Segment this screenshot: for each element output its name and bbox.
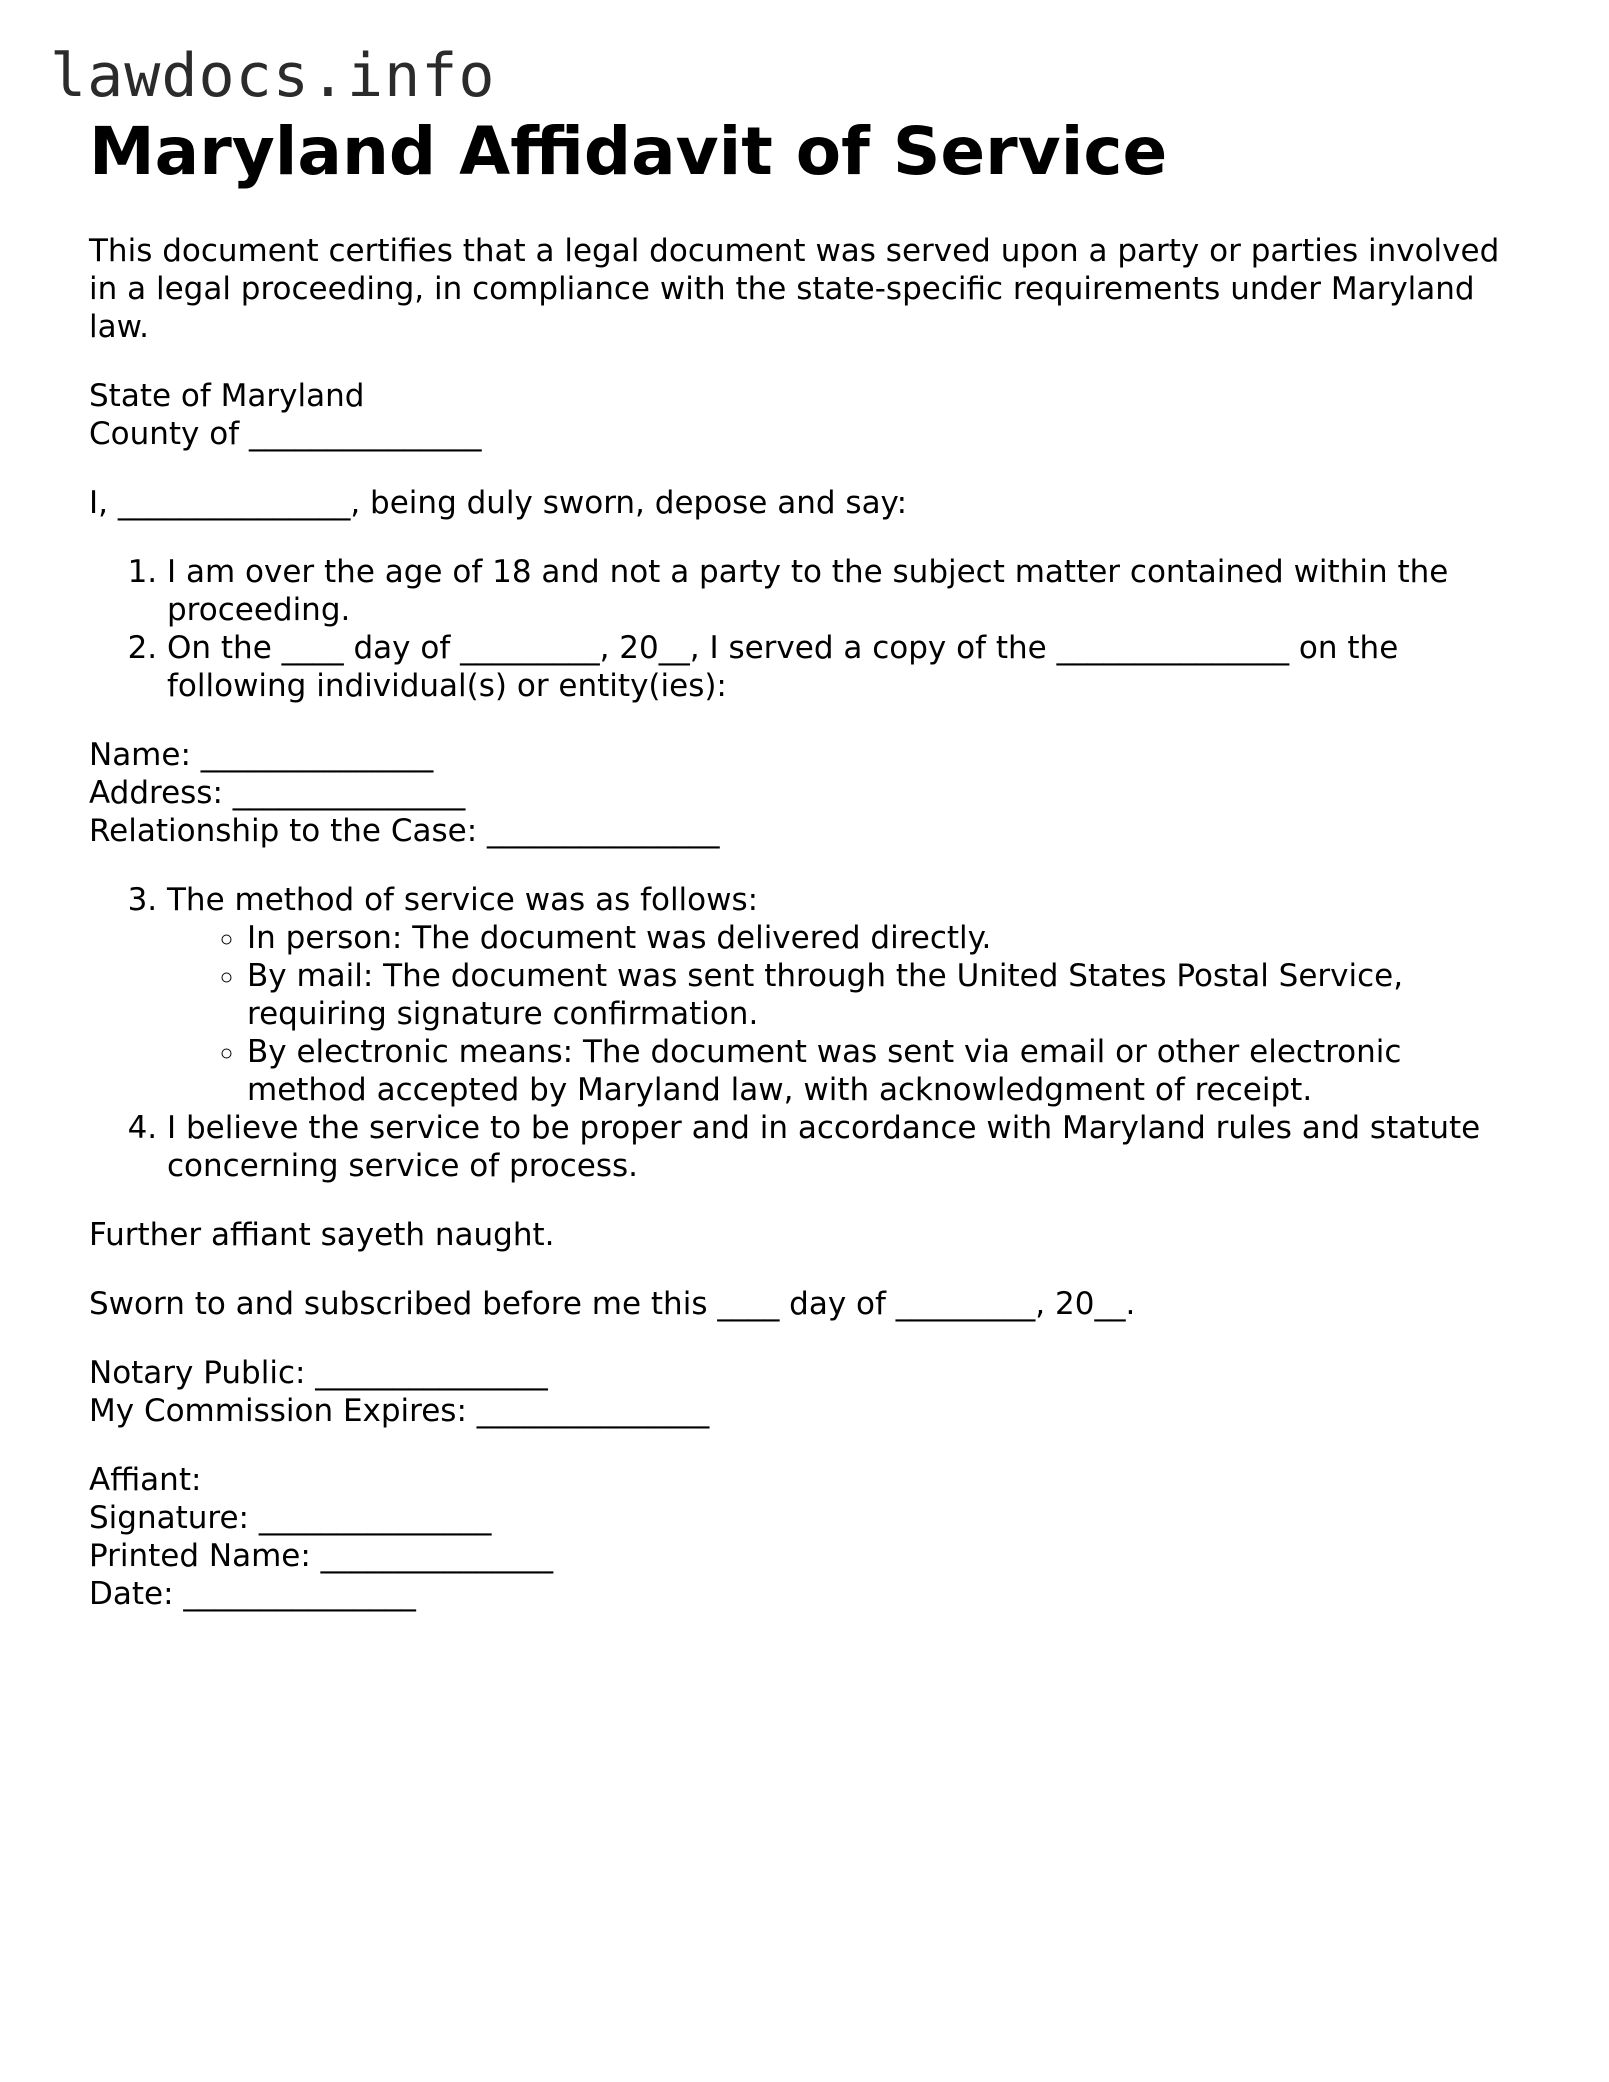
- statements-list-a: [89, 553, 1529, 705]
- service-methods-list: [167, 919, 1529, 1109]
- affiant-date-line: Date: _______________: [89, 1576, 416, 1612]
- county-line: County of _______________: [89, 416, 482, 452]
- venue-block: [89, 377, 1529, 453]
- affiant-signature-line: Signature: _______________: [89, 1500, 492, 1536]
- service-method-in-person: ◦ In person: The document was delivered directly.: [247, 919, 1529, 957]
- statements-list-b: [89, 881, 1529, 1185]
- statement-item-1: 1. I am over the age of 18 and not a party to the subject matter contained within the proceeding.: [167, 553, 1529, 629]
- affiant-block: [89, 1461, 1529, 1613]
- intro-paragraph: This document certifies that a legal document was served upon a party or parties involved in a legal proceeding, in compliance with the state-specific requirements under Maryland law.: [89, 233, 1500, 345]
- served-address-line: Address: _______________: [89, 775, 466, 811]
- statement-item-3: [167, 881, 1529, 1109]
- state-line: State of Maryland: [89, 378, 365, 414]
- document-body: [89, 112, 1529, 1613]
- document-title: Maryland Affidavit of Service: [89, 113, 1168, 190]
- statement-item-2: 2. On the ____ day of _________, 20__, I served a copy of the _______________ on the following individual(s) or entity(ies):: [167, 629, 1529, 705]
- statement-item-4: 4. I believe the service to be proper and in accordance with Maryland rules and statute concerning service of process.: [167, 1109, 1529, 1185]
- site-watermark: lawdocs.info: [50, 41, 496, 111]
- notary-public-line: Notary Public: _______________: [89, 1355, 548, 1391]
- notary-block: [89, 1354, 1529, 1430]
- commission-expires-line: My Commission Expires: _______________: [89, 1393, 710, 1429]
- served-relationship-line: Relationship to the Case: _______________: [89, 813, 720, 849]
- affiant-printed-name-line: Printed Name: _______________: [89, 1538, 554, 1574]
- affiant-heading: Affiant:: [89, 1462, 202, 1498]
- deponent-line: I, _______________, being duly sworn, depose and say:: [89, 485, 908, 521]
- statement-item-3-text: The method of service was as follows:: [167, 882, 759, 918]
- service-method-electronic: ◦ By electronic means: The document was sent via email or other electronic method accepted by Maryland law, with acknowledgment of receipt.: [247, 1033, 1529, 1109]
- service-method-mail: ◦ By mail: The document was sent through the United States Postal Service, requiring signature confirmation.: [247, 957, 1529, 1033]
- served-name-line: Name: _______________: [89, 737, 434, 773]
- sworn-line: Sworn to and subscribed before me this ____ day of _________, 20__.: [89, 1286, 1136, 1322]
- served-party-block: [89, 736, 1529, 850]
- closing-line: Further affiant sayeth naught.: [89, 1217, 555, 1253]
